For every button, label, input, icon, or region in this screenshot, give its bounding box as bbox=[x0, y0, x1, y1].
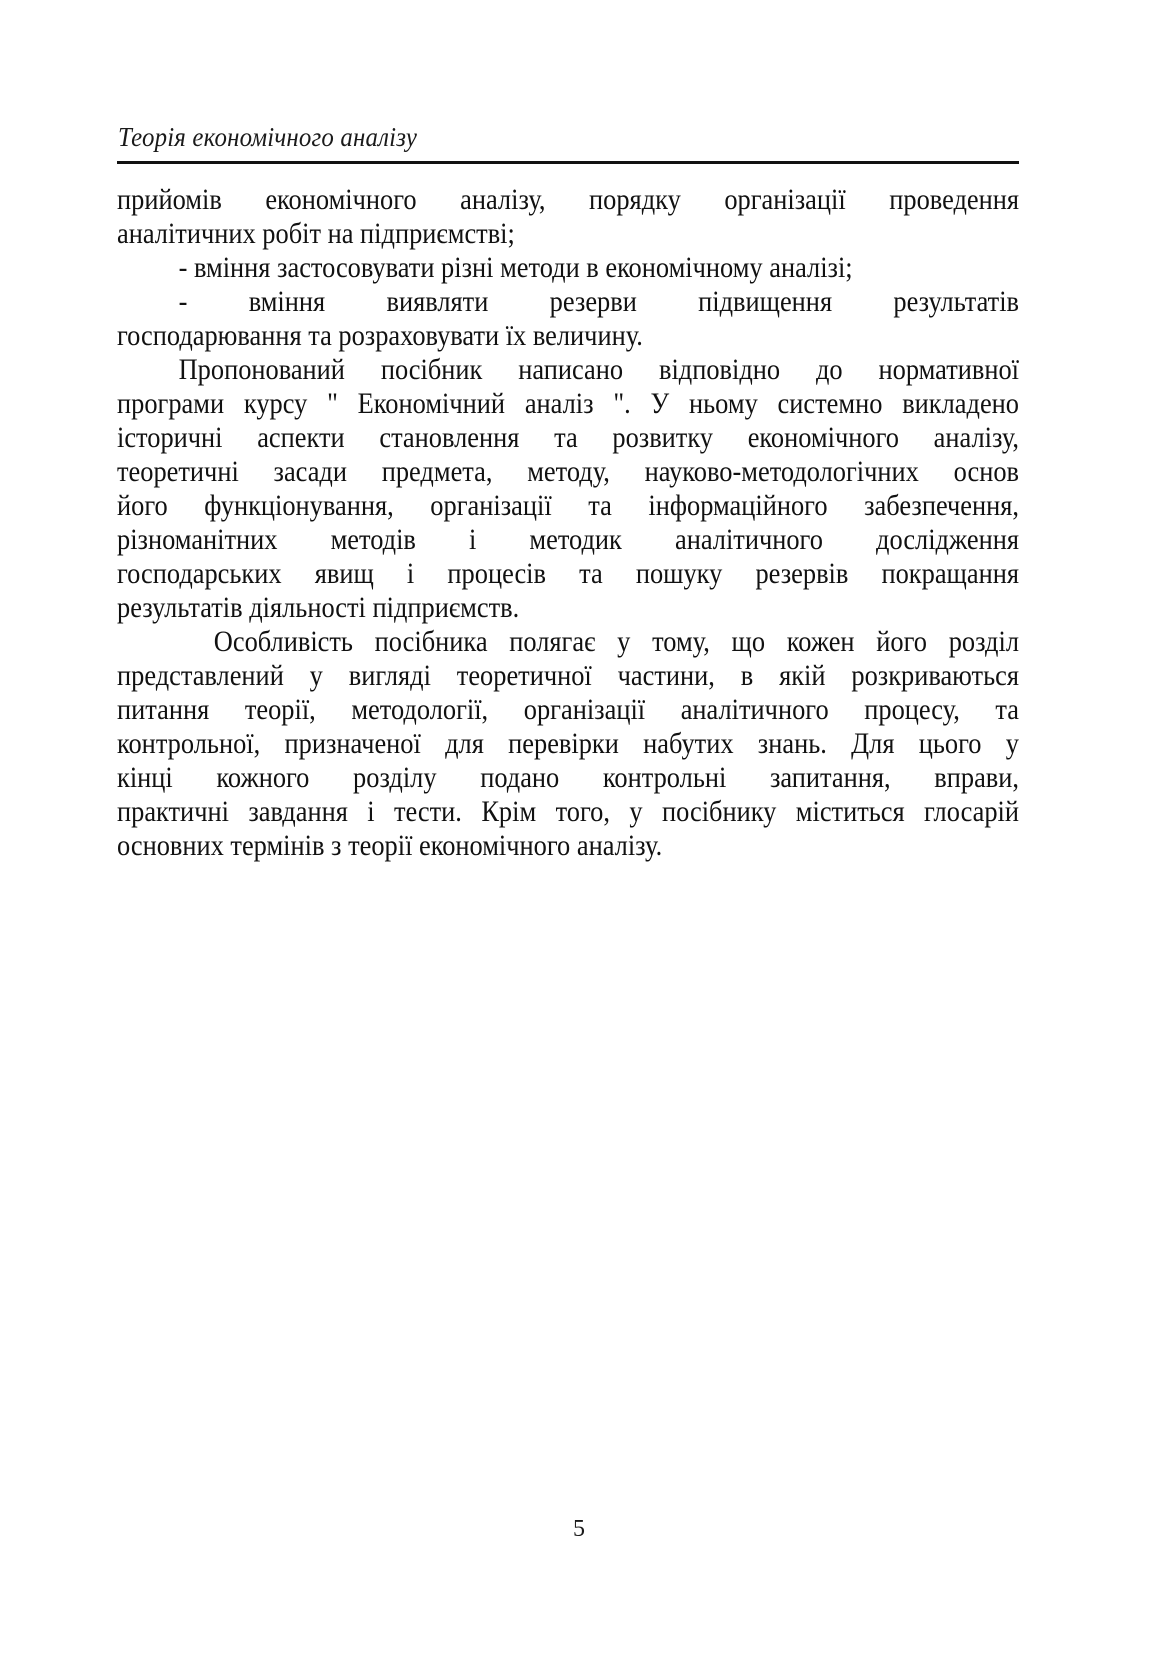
page-number: 5 bbox=[573, 1516, 585, 1542]
text-line: кінці кожного розділу подано контрольні запитання, вправи, bbox=[117, 761, 1019, 794]
text-line: його функціонування, організації та інформаційного забезпечення, bbox=[117, 489, 1019, 522]
text-line: програми курсу " Економічний аналіз ". У ньому системно викладено bbox=[117, 387, 1019, 420]
text-line: теоретичні засади предмета, методу, науково-методологічних основ bbox=[117, 455, 1019, 488]
text-line: представлений у вигляді теоретичної частини, в якій розкриваються bbox=[117, 659, 1019, 692]
running-header-title: Теорія економічного аналізу bbox=[118, 122, 418, 152]
text-line: питання теорії, методології, організації аналітичного процесу, та bbox=[117, 693, 1019, 726]
text-line: господарювання та розраховувати їх величину. bbox=[117, 319, 643, 352]
text-line: господарських явищ і процесів та пошуку резервів покращання bbox=[117, 557, 1019, 590]
paragraph-start-line: Пропонований посібник написано відповідно до нормативної bbox=[178, 353, 1020, 386]
text-line: результатів діяльності підприємств. bbox=[117, 591, 520, 624]
header-rule-divider bbox=[117, 161, 1019, 164]
text-line: прийомів економічного аналізу, порядку організації проведення bbox=[117, 183, 1019, 216]
bullet-line: - вміння виявляти резерви підвищення результатів bbox=[178, 285, 1020, 318]
text-line: практичні завдання і тести. Крім того, у посібнику міститься глосарій bbox=[117, 795, 1019, 828]
bullet-line: - вміння застосовувати різні методи в економічному аналізі; bbox=[178, 251, 853, 284]
body-text bbox=[117, 183, 1019, 863]
text-line: історичні аспекти становлення та розвитку економічного аналізу, bbox=[117, 421, 1019, 454]
text-line: аналітичних робіт на підприємстві; bbox=[117, 217, 515, 250]
paragraph-start-line: Особливість посібника полягає у тому, що кожен його розділ bbox=[213, 625, 1020, 658]
text-line: контрольної, призначеної для перевірки набутих знань. Для цього у bbox=[117, 727, 1019, 760]
text-line: основних термінів з теорії економічного аналізу. bbox=[117, 829, 663, 862]
text-line: різноманітних методів і методик аналітичного дослідження bbox=[117, 523, 1019, 556]
